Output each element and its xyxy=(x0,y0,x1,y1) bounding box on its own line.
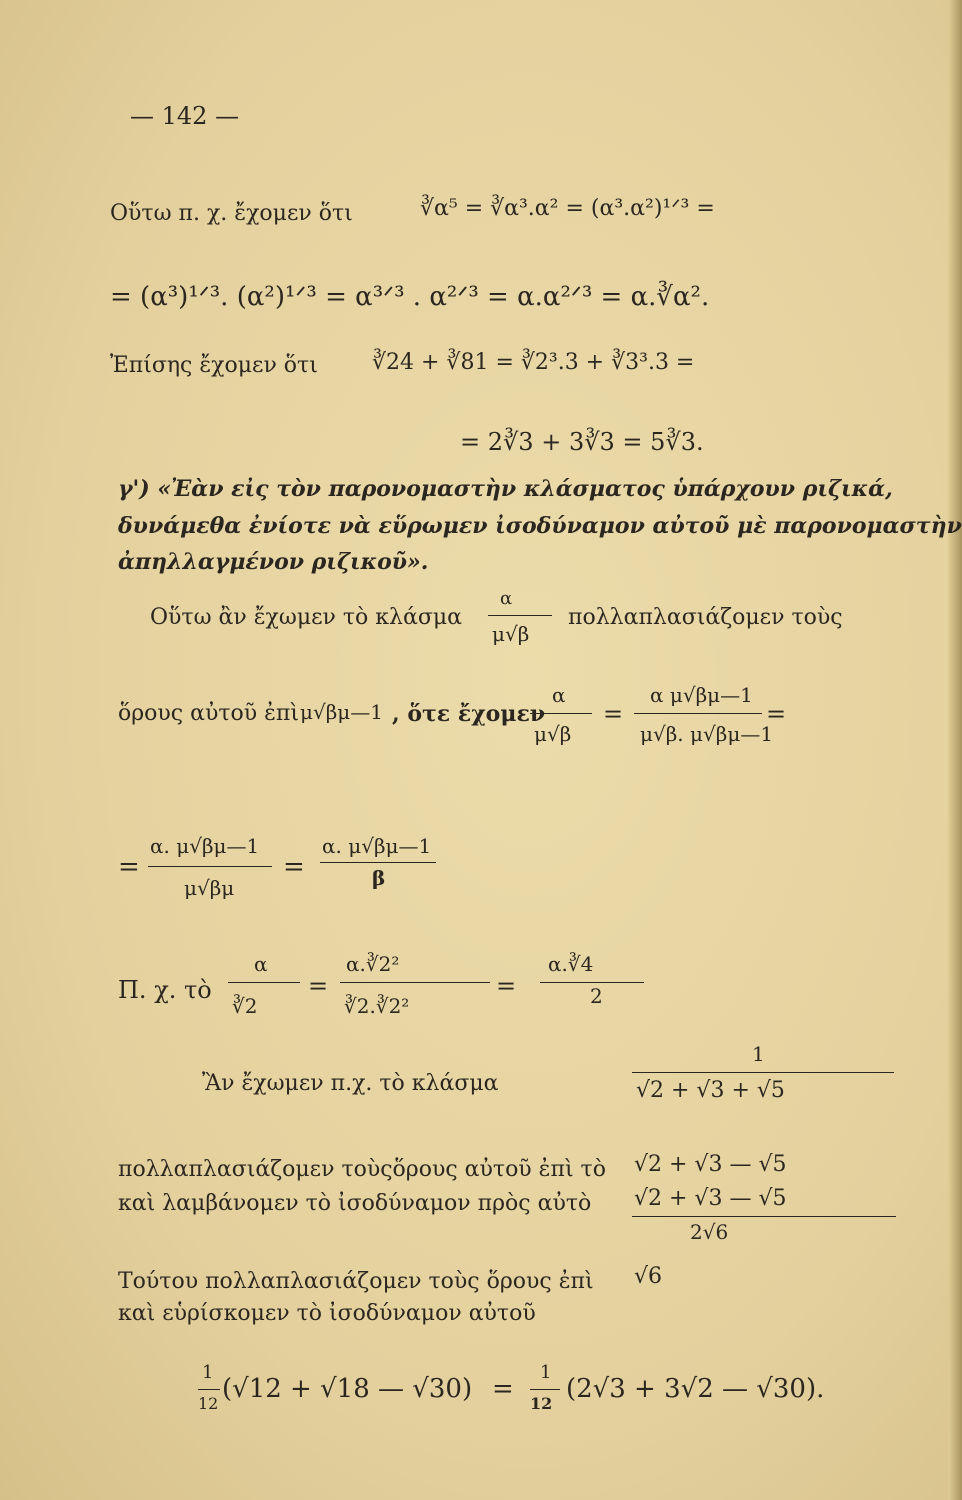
para3-f1-den: μ√βμ xyxy=(184,876,235,900)
final-expr1: (√12 + √18 — √30) xyxy=(222,1374,473,1404)
para5-line2: καὶ εὑρίσκομεν τὸ ἰσοδύναμον αὐτοῦ xyxy=(118,1301,536,1326)
radical-identity: ∛α⁵ = ∛α³.α² = (α³.α²)¹ᐟ³ = xyxy=(420,196,715,221)
fraction-bar xyxy=(320,862,436,863)
fraction-bar xyxy=(228,982,300,983)
ex1-f2-den: ∛2.∛2² xyxy=(344,994,410,1018)
radical-sum: ∛24 + ∛81 = ∛2³.3 + ∛3³.3 = xyxy=(372,350,695,375)
para5-line1: Τούτου πολλαπλασιάζομεν τοὺς ὅρους ἐπὶ xyxy=(118,1269,594,1294)
fraction-bar xyxy=(632,1072,894,1073)
para1-tail: πολλαπλασιάζομεν τοὺς xyxy=(568,605,843,630)
example-intro: Οὕτω π. χ. ἔχομεν ὅτι xyxy=(110,201,353,226)
para1-frac-den: μ√β xyxy=(492,622,530,646)
para4-expr1: √2 + √3 — √5 xyxy=(634,1152,787,1177)
fraction-bar xyxy=(198,1389,220,1390)
rule-line-1: γ') «Ἐὰν εἰς τὸν παρονομαστὴν κλάσματος ὑπάρχουν ριζικά, xyxy=(118,476,893,502)
equals-sign: = xyxy=(766,700,787,728)
ex2-num: 1 xyxy=(752,1042,765,1066)
equals-sign: = xyxy=(603,700,624,728)
page-edge xyxy=(948,0,962,1500)
ex2-den: √2 + √3 + √5 xyxy=(636,1078,785,1103)
para2-f1-den: μ√β xyxy=(534,722,572,746)
fraction-bar xyxy=(148,866,272,867)
fraction-bar xyxy=(488,615,552,616)
ex1-f1-den: ∛2 xyxy=(232,994,258,1018)
page-number: — 142 — xyxy=(130,102,240,130)
para2-root: μ√βμ—1 xyxy=(300,700,384,724)
final-expr2: (2√3 + 3√2 — √30). xyxy=(566,1374,825,1404)
para5-expr: √6 xyxy=(634,1264,663,1289)
equals-sign: = xyxy=(283,852,305,882)
para4-line1: πολλαπλασιάζομεν τοὺςὅρους αὐτοῦ ἐπὶ τὸ xyxy=(118,1157,606,1182)
ex1-f2-num: α.∛2² xyxy=(346,952,400,976)
para2-f2-num: α μ√βμ—1 xyxy=(650,683,753,707)
para4-line2: καὶ λαμβάνομεν τὸ ἰσοδύναμον πρὸς αὐτὸ xyxy=(118,1191,592,1216)
fraction-bar xyxy=(632,1216,896,1217)
final-frac2-den: 12 xyxy=(530,1394,553,1413)
final-frac1-num: 1 xyxy=(202,1362,214,1383)
para3-f2-num: α. μ√βμ—1 xyxy=(322,834,432,858)
para2-lead: ὅρους αὐτοῦ ἐπὶ xyxy=(118,701,300,726)
equals-sign: = xyxy=(492,1374,514,1404)
para4-expr2: √2 + √3 — √5 xyxy=(634,1186,787,1211)
equals-sign: = xyxy=(496,972,517,1000)
radical-identity-cont: = (α³)¹ᐟ³. (α²)¹ᐟ³ = α³ᐟ³ . α²ᐟ³ = α.α²ᐟ³ = α.∛α². xyxy=(110,282,710,312)
para2-f2-den: μ√β. μ√βμ—1 xyxy=(640,722,774,746)
rule-line-3: ἀπηλλαγμένον ριζικοῦ». xyxy=(118,549,429,575)
para3-f1-num: α. μ√βμ—1 xyxy=(150,834,260,858)
ex1-f1-num: α xyxy=(254,952,268,976)
fraction-bar xyxy=(340,982,490,983)
fraction-bar xyxy=(530,1389,560,1390)
para4-expr2-den: 2√6 xyxy=(690,1220,729,1244)
equals-sign: = xyxy=(308,972,329,1000)
fraction-bar xyxy=(540,982,644,983)
para1-lead: Οὕτω ἂν ἔχωμεν τὸ κλάσμα xyxy=(150,605,463,630)
para1-frac-num: α xyxy=(500,588,513,609)
para3-f2-den: β xyxy=(372,866,386,890)
example2-lead: Ἂν ἔχωμεν π.χ. τὸ κλάσμα xyxy=(202,1071,499,1096)
example-intro-2: Ἐπίσης ἔχομεν ὅτι xyxy=(110,353,318,378)
para2-mid: , ὅτε ἔχομεν xyxy=(392,701,546,727)
radical-sum-result: = 2∛3 + 3∛3 = 5∛3. xyxy=(460,428,704,456)
ex1-f3-num: α.∛4 xyxy=(548,952,594,976)
equals-sign: = xyxy=(118,852,140,882)
fraction-bar xyxy=(634,713,762,714)
para2-f1-num: α xyxy=(552,683,566,707)
rule-line-2: δυνάμεθα ἐνίοτε νὰ εὕρωμεν ἰσοδύναμον αὐτοῦ μὲ παρονομαστὴν xyxy=(118,513,962,539)
ex1-f3-den: 2 xyxy=(590,984,603,1008)
example-lead: Π. χ. τὸ xyxy=(118,976,212,1004)
final-frac1-den: 12 xyxy=(198,1394,219,1413)
fraction-bar xyxy=(530,713,592,714)
final-frac2-num: 1 xyxy=(540,1362,552,1383)
